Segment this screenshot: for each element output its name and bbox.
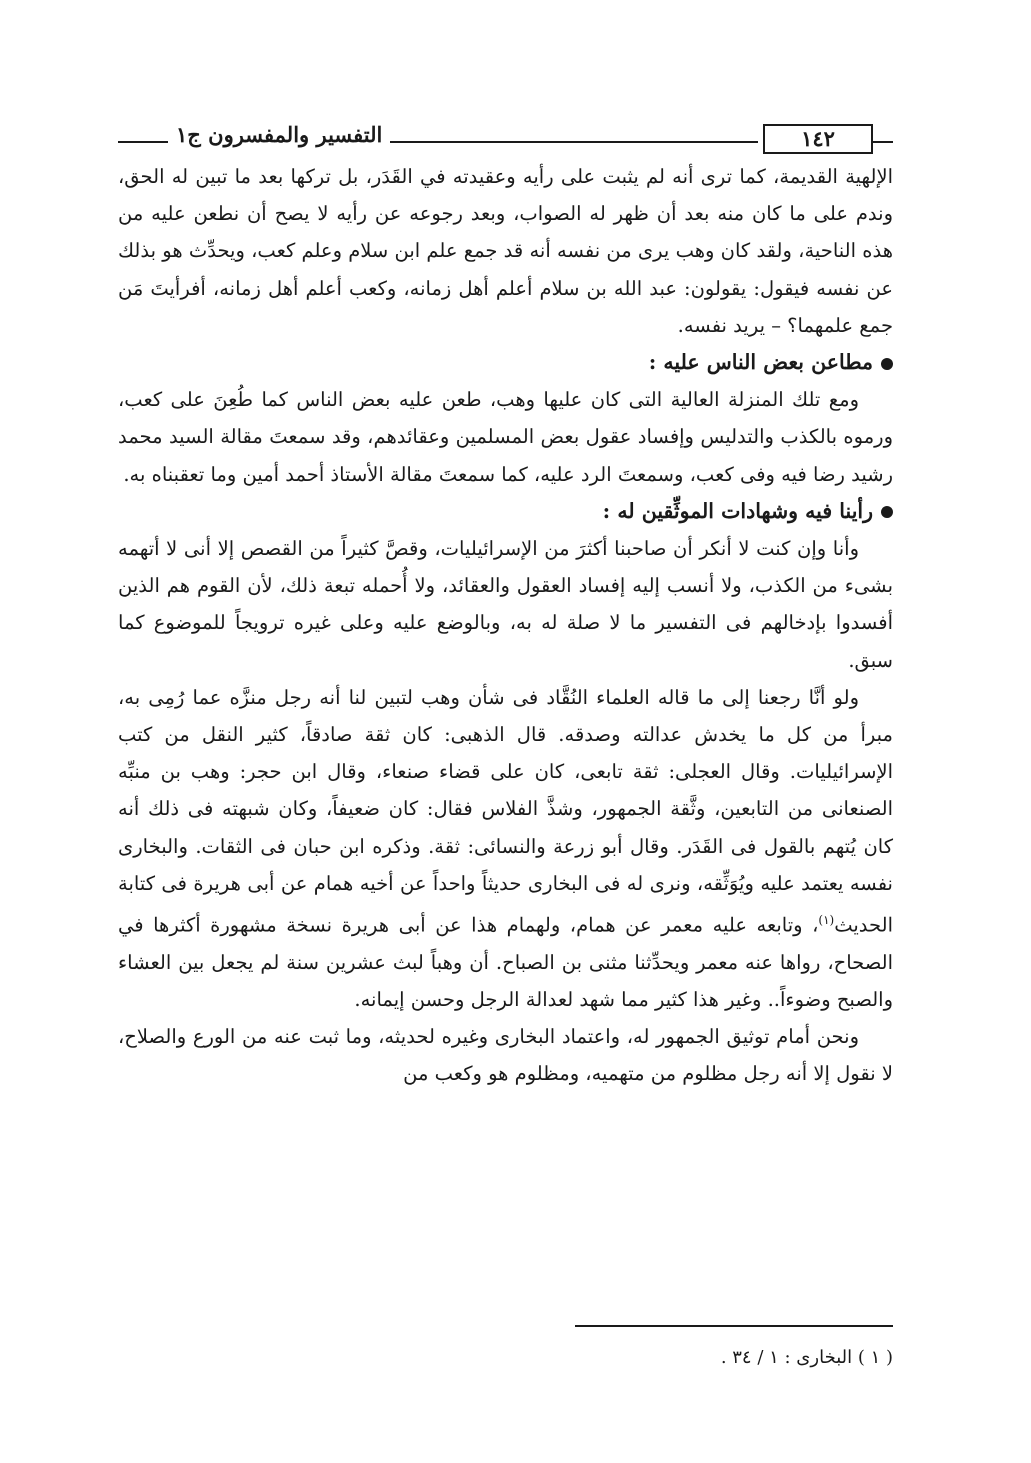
paragraph <box>118 679 893 1018</box>
footnote-marker: (١) <box>818 913 835 928</box>
bullet-icon <box>881 506 893 518</box>
paragraph: وأنا وإن كنت لا أنكر أن صاحبنا أكثرَ من الإسرائيليات، وقصَّ كثيراً من القصص إلا أنى لا أتهمه بشىء من الكذب، ولا أنسب إليه إفساد العقول والعقائد، ولا أُحمله تبعة ذلك، لأن القوم هم الذين أفسدوا بإدخالهم فى التفسير ما لا صلة له به، وبالوضع عليه وعلى غيره ترويجاً للموضوع كما سبق. <box>118 537 893 672</box>
paragraph: ومع تلك المنزلة العالية التى كان عليها وهب، طعن عليه بعض الناس كما طُعِنَ على كعب، ورموه بالكذب والتدليس وإفساد عقول بعض المسلمين وعقائدهم، وقد سمعتَ مقالة السيد محمد رشيد رضا فيه وفى كعب، وسمعتَ الرد عليه، كما سمعتَ مقالة الأستاذ أحمد أمين وما تعقبناه به. <box>118 388 893 486</box>
header-rule-middle <box>390 141 758 143</box>
paragraph-text: ولو أنَّا رجعنا إلى ما قاله العلماء النُقَّاد فى شأن وهب لتبين لنا أنه رجل منزَّه عما رُمِى به، مبرأ من كل ما يخدش عدالته وصدقه. قال الذهبى: كان ثقة صادقاً، كثير النقل من كتب الإسرائيليات. وقال العجلى: ثقة تابعى، كان على قضاء صنعاء، وقال ابن حجر: وهب بن منبِّه الصنعانى من التابعين، وثَّقة الجمهور، وشذَّ الفلاس فقال: كان ضعيفاً، وكان شبهته فى ذلك أنه كان يُتهم بالقول فى القَدَر. وقال أبو زرعة والنسائى: ثقة. وذكره ابن حبان فى الثقات. والبخارى نفسه يعتمد عليه ويُوَثِّقه، ونرى له فى البخارى حديثاً واحداً عن أخيه همام عن أبى هريرة فى كتابة الحديث <box>118 685 893 937</box>
main-text <box>118 158 893 1093</box>
header-rule-left <box>118 141 168 143</box>
page-number: ١٤٢ <box>763 124 873 154</box>
running-title: التفسير والمفسرون ج١ <box>176 122 383 147</box>
paragraph-text: ، وتابعه عليه معمر عن همام، ولهمام هذا عن أبى هريرة نسخة مشهورة أكثرها في الصحاح، رواها عنه معمر ويحدِّثنا مثنى بن الصباح. أن وهباً لبث عشرين سنة لم يجعل بين العشاء والصبح وضوءاً.. وغير هذا كثير مما شهد لعدالة الرجل وحسن إيمانه. <box>118 913 893 1011</box>
section-heading <box>118 493 893 530</box>
bullet-icon <box>881 358 893 370</box>
footnote-divider <box>575 1325 893 1327</box>
section-heading-text: رأينا فيه وشهادات الموثِّقين له : <box>602 498 873 523</box>
paragraph: الإلهية القديمة، كما ترى أنه لم يثبت على رأيه وعقيدته في القَدَر، بل تركها بعد ما تبين له الحق، وندم على ما كان منه بعد أن ظهر له الصواب، وبعد رجوعه عن رأيه لا يصح أن نطعن عليه من هذه الناحية، ولقد كان وهب يرى من نفسه أنه قد جمع علم ابن سلام وعلم كعب، ويحدِّث هو بذلك عن نفسه فيقول: يقولون: عبد الله بن سلام أعلم أهل زمانه، وكعب أعلم أهل زمانه، أفرأيتَ مَن جمع علمهما؟ – يريد نفسه. <box>118 165 893 337</box>
book-page <box>118 112 893 1412</box>
footnote: ( ١ ) البخارى : ١ / ٣٤ . <box>720 1347 893 1368</box>
page-header <box>118 120 893 156</box>
section-heading <box>118 344 893 381</box>
paragraph: ونحن أمام توثيق الجمهور له، واعتماد البخارى وغيره لحديثه، وما ثبت عنه من الورع والصلاح، لا نقول إلا أنه رجل مظلوم من متهميه، ومظلوم هو وكعب من <box>118 1025 893 1086</box>
section-heading-text: مطاعن بعض الناس عليه : <box>648 350 873 375</box>
header-rule-right <box>873 141 893 143</box>
